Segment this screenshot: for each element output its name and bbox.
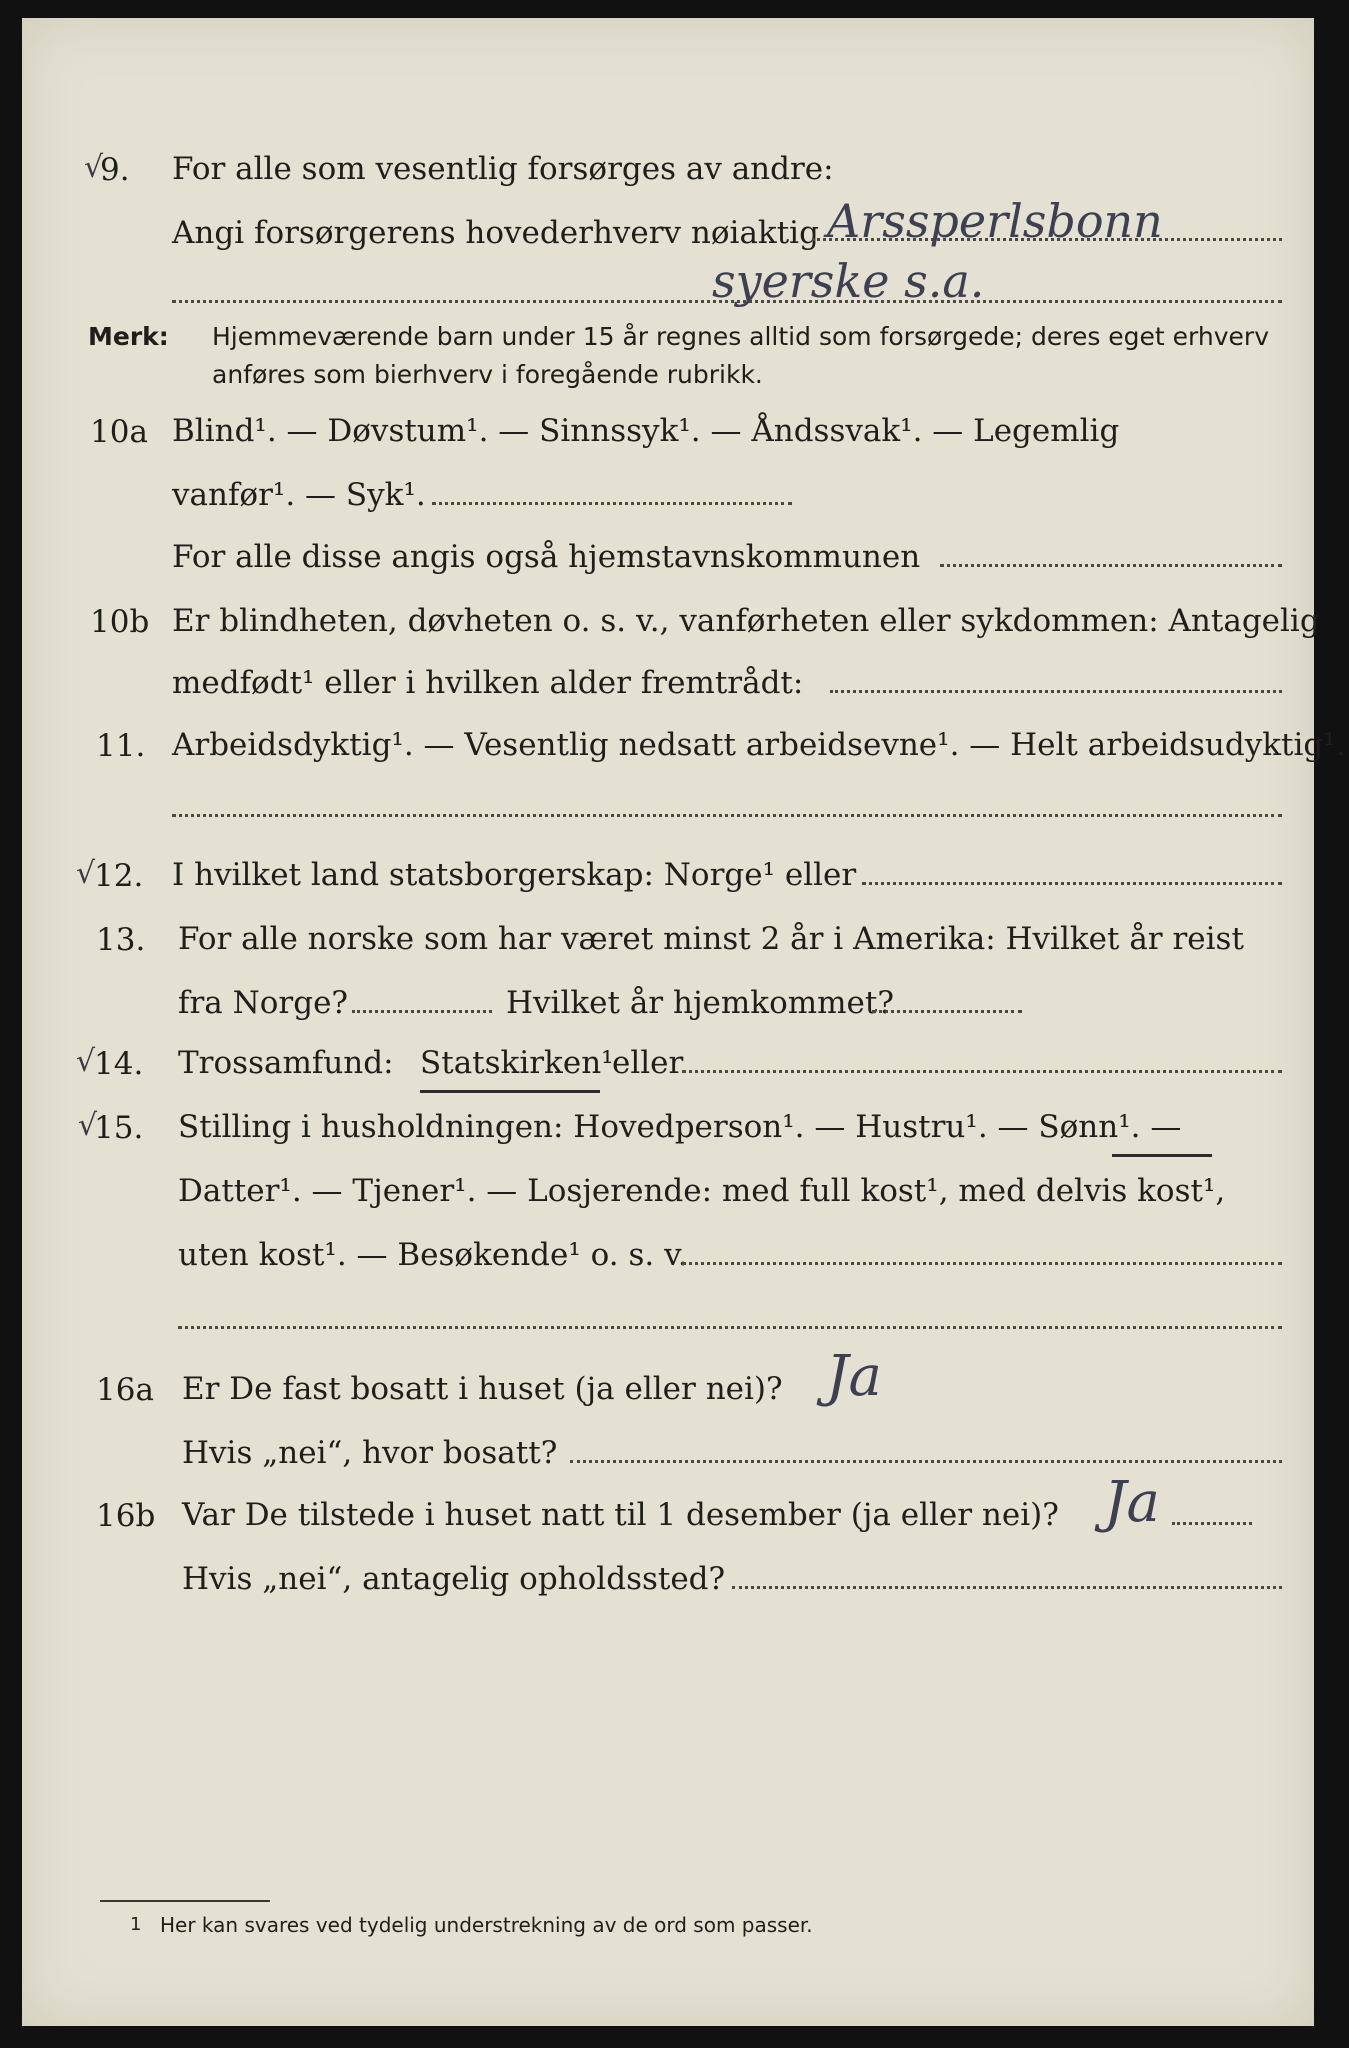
- question-number-9: 9.: [100, 152, 130, 188]
- merk-line2: anføres som bierhverv i foregående rubrikk.: [212, 360, 763, 389]
- q14-statskirken: Statskirken¹: [420, 1045, 614, 1081]
- q10a-hjemstavn-line: [940, 564, 1282, 567]
- q14-label: Trossamfund:: [178, 1045, 394, 1081]
- q16b-handwritten-answer: Ja: [1104, 1470, 1160, 1535]
- merk-line1: Hjemmeværende barn under 15 år regnes alltid som forsørgede; deres eget erhverv: [212, 322, 1269, 351]
- q13-line1: For alle norske som har været minst 2 år i Amerika: Hvilket år reist: [178, 921, 1244, 957]
- q15-answer-line: [682, 1262, 1282, 1265]
- check-mark-q12: √: [76, 856, 96, 891]
- q10a-line2: vanfør¹. — Syk¹.: [172, 477, 426, 513]
- question-number-12: 12.: [94, 858, 144, 894]
- q10a-line1: Blind¹. — Døvstum¹. — Sinnssyk¹. — Åndssvak¹. — Legemlig: [172, 413, 1120, 449]
- q9-handwritten-answer2: syerske s.a.: [712, 254, 985, 308]
- question-number-16a: 16a: [96, 1372, 154, 1408]
- q13-hjemkommet-line: [872, 1010, 1022, 1013]
- footnote-rule: [100, 1900, 270, 1902]
- q16b-answer-line: [1172, 1522, 1252, 1525]
- question-number-10a: 10a: [90, 414, 148, 450]
- q10a-line3: For alle disse angis også hjemstavnskommunen: [172, 539, 921, 575]
- question-number-10b: 10b: [90, 604, 150, 640]
- q14-underline: [420, 1090, 600, 1093]
- q15-line2: Datter¹. — Tjener¹. — Losjerende: med full kost¹, med delvis kost¹,: [178, 1173, 1226, 1209]
- census-form-page: [22, 18, 1346, 2026]
- q15-answer-line2: [178, 1326, 1282, 1329]
- q15-line1: Stilling i husholdningen: Hovedperson¹. — Hustru¹. — Sønn¹. —: [178, 1109, 1182, 1145]
- check-mark-q15: √: [78, 1108, 98, 1143]
- q13-line2b: Hvilket år hjemkommet?: [506, 985, 894, 1021]
- q10b-line2: medfødt¹ eller i hvilken alder fremtrådt:: [172, 665, 804, 701]
- q10b-line1: Er blindheten, døvheten o. s. v., vanførheten eller sykdommen: Antagelig: [172, 603, 1320, 639]
- q16b-line2: Hvis „nei“, antagelig opholdssted?: [182, 1561, 726, 1597]
- footnote-text: Her kan svares ved tydelig understrekning av de ord som passer.: [160, 1913, 813, 1937]
- q16a-answer-line: [570, 1460, 1282, 1463]
- q11-answer-line: [172, 814, 1282, 817]
- q10a-syk-line: [432, 502, 792, 505]
- q14-eller: eller: [612, 1045, 684, 1081]
- q13-line2a: fra Norge?: [178, 985, 349, 1021]
- q16b-line1: Var De tilstede i huset natt til 1 desember (ja eller nei)?: [182, 1497, 1059, 1533]
- q14-answer-line: [682, 1070, 1282, 1073]
- merk-label: Merk:: [88, 322, 169, 351]
- q9-handwritten-answer1: Arssperlsbonn: [827, 194, 1163, 248]
- question-number-11: 11.: [96, 728, 146, 764]
- q15-line3: uten kost¹. — Besøkende¹ o. s. v.: [178, 1237, 688, 1273]
- check-mark-q14: √: [76, 1044, 96, 1079]
- footnote-mark: 1: [130, 1914, 142, 1935]
- q9-line2: Angi forsørgerens hovederhverv nøiaktig: [172, 215, 819, 251]
- q12-answer-line: [862, 882, 1282, 885]
- question-number-13: 13.: [96, 922, 146, 958]
- q13-reist-line: [352, 1010, 492, 1013]
- question-number-15: 15.: [94, 1110, 144, 1146]
- q16b-opholdssted-line: [732, 1586, 1282, 1589]
- q16a-line2: Hvis „nei“, hvor bosatt?: [182, 1435, 558, 1471]
- check-mark-q9: √: [84, 150, 104, 185]
- q12-line1: I hvilket land statsborgerskap: Norge¹ eller: [172, 857, 857, 893]
- q9-line1: For alle som vesentlig forsørges av andre:: [172, 151, 834, 187]
- question-number-16b: 16b: [96, 1498, 156, 1534]
- q10b-answer-line: [830, 690, 1282, 693]
- question-number-14: 14.: [94, 1046, 144, 1082]
- q11-line1: Arbeidsdyktig¹. — Vesentlig nedsatt arbeidsevne¹. — Helt arbeidsudyktig¹.: [172, 727, 1346, 763]
- q16a-line1: Er De fast bosatt i huset (ja eller nei)?: [182, 1371, 783, 1407]
- q16a-handwritten-answer: Ja: [826, 1344, 882, 1409]
- q15-sonn-underline: [1112, 1154, 1212, 1157]
